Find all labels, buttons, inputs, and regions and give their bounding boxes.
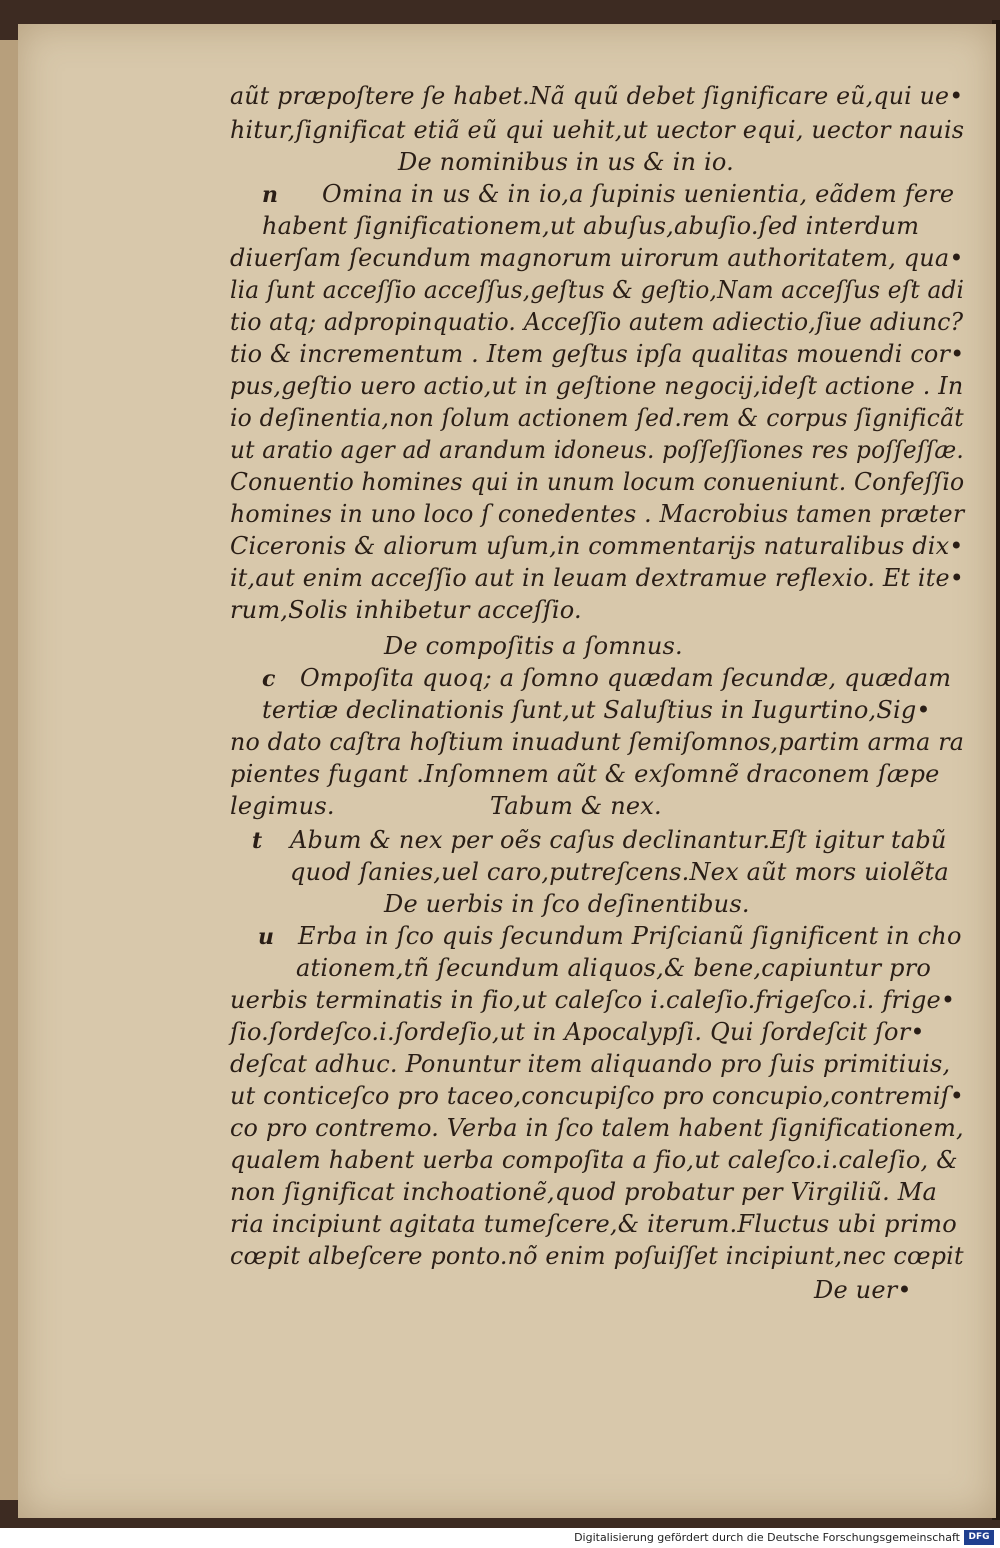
text-line: habent ſignificationem,ut abuſus,abuſio.ſed interdum [262,212,920,240]
text-line: diuerſam ſecundum magnorum uirorum authoritatem, qua• [230,244,964,272]
marginal-letter: n [262,182,278,208]
text-line: quod ſanies,uel caro,putreſcens.Nex aũt mors uiolẽta [290,858,949,886]
text-line: cœpit albeſcere ponto.nõ enim poſuiſſet incipiunt,nec cœpit [230,1242,964,1270]
text-line: Ciceronis & aliorum uſum,in commentarijs naturalibus dix• [230,532,964,560]
book-page [18,24,996,1518]
section-heading: De compoſitis a ſomnus. [384,632,683,660]
text-line: Conuentio homines qui in unum locum conueniunt. Confeſſio [230,468,965,496]
text-line: hitur,ſignificat etiã eũ qui uehit,ut uector equi, uector nauis [230,116,965,144]
text-line: ut aratio ager ad arandum idoneus. poſſeſſiones res poſſeſſæ. [230,436,965,464]
marginal-letter: c [262,666,276,692]
text-line: tio atq; adpropinquatio. Acceſſio autem adiectio,ſiue adiunc? [230,308,964,336]
text-line: tertiæ declinationis ſunt,ut Saluſtius in Iugurtino,Sig• [262,696,931,724]
text-line: pientes fugant .Inſomnem aũt & exſomnẽ draconem ſæpe [230,760,940,788]
text-line: tio & incrementum . Item geſtus ipſa qualitas mouendi cor• [230,340,965,368]
text-line: pus,geſtio uero actio,ut in geſtione negocij,ideſt actione . In [230,372,964,400]
text-line: Erba in ſco quis ſecundum Priſcianũ ſignificent in cho [298,922,962,950]
marginal-letter: t [252,828,263,854]
text-line: ut conticeſco pro taceo,concupiſco pro concupio,contremiſ• [230,1082,965,1110]
text-line: io deſinentia,non ſolum actionem ſed.rem & corpus ſignificãt [230,404,964,432]
footer-bar [0,1528,1000,1548]
text-line: non ſignificat inchoationẽ,quod probatur per Virgiliũ. Ma [230,1178,938,1206]
text-line: rum,Solis inhibetur acceſſio. [230,596,582,624]
text-line: ſio.ſordeſco.i.ſordeſio,ut in Apocalypſi. Qui ſordeſcit ſor• [230,1018,925,1046]
text-line: no dato caſtra hoſtium inuadunt ſemiſomnos,partim arma ra [230,728,965,756]
text-line: uerbis terminatis in fio,ut caleſco i.caleſio.frigeſco.i. frige• [230,986,956,1014]
text-line: Omina in us & in io,a ſupinis uenientia, eãdem fere [322,180,955,208]
funding-credit: Digitalisierung gefördert durch die Deutsche Forschungsgemeinschaft [574,1531,960,1544]
text-line: Ompoſita quoq; a ſomno quædam ſecundæ, quædam [300,664,952,692]
text-line: aũt præpoſtere ſe habet.Nã quũ debet ſignificare eũ,qui ue• [230,82,964,110]
text-line: homines in uno loco ſ conedentes . Macrobius tamen præter [230,500,965,528]
text-line: ria incipiunt agitata tumeſcere,& iterum.Fluctus ubi primo [230,1210,957,1238]
text-line: qualem habent uerba compoſita a fio,ut caleſco.i.caleſio, & [230,1146,958,1174]
marginal-letter: u [258,924,274,950]
section-heading: De uerbis in ſco deſinentibus. [384,890,750,918]
text-line: deſcat adhuc. Ponuntur item aliquando pro ſuis primitiuis, [230,1050,951,1078]
text-line: Abum & nex per oẽs caſus declinantur.Eſt igitur tabũ [290,826,947,854]
section-heading: De nominibus in us & in io. [398,148,734,176]
catchword: De uer• [814,1276,912,1304]
section-heading: Tabum & nex. [490,792,662,820]
dfg-logo-icon: DFG [964,1530,994,1545]
text-line: it,aut enim acceſſio aut in leuam dextramue reflexio. Et ite• [230,564,964,592]
text-line: lia ſunt acceſſio acceſſus,geſtus & geſtio,Nam acceſſus eſt adi [230,276,965,304]
text-line: co pro contremo. Verba in ſco talem habent ſignificationem, [230,1114,964,1142]
text-line: legimus. [230,792,335,820]
text-line: ationem,tñ ſecundum aliquos,& bene,capiuntur pro [296,954,932,982]
